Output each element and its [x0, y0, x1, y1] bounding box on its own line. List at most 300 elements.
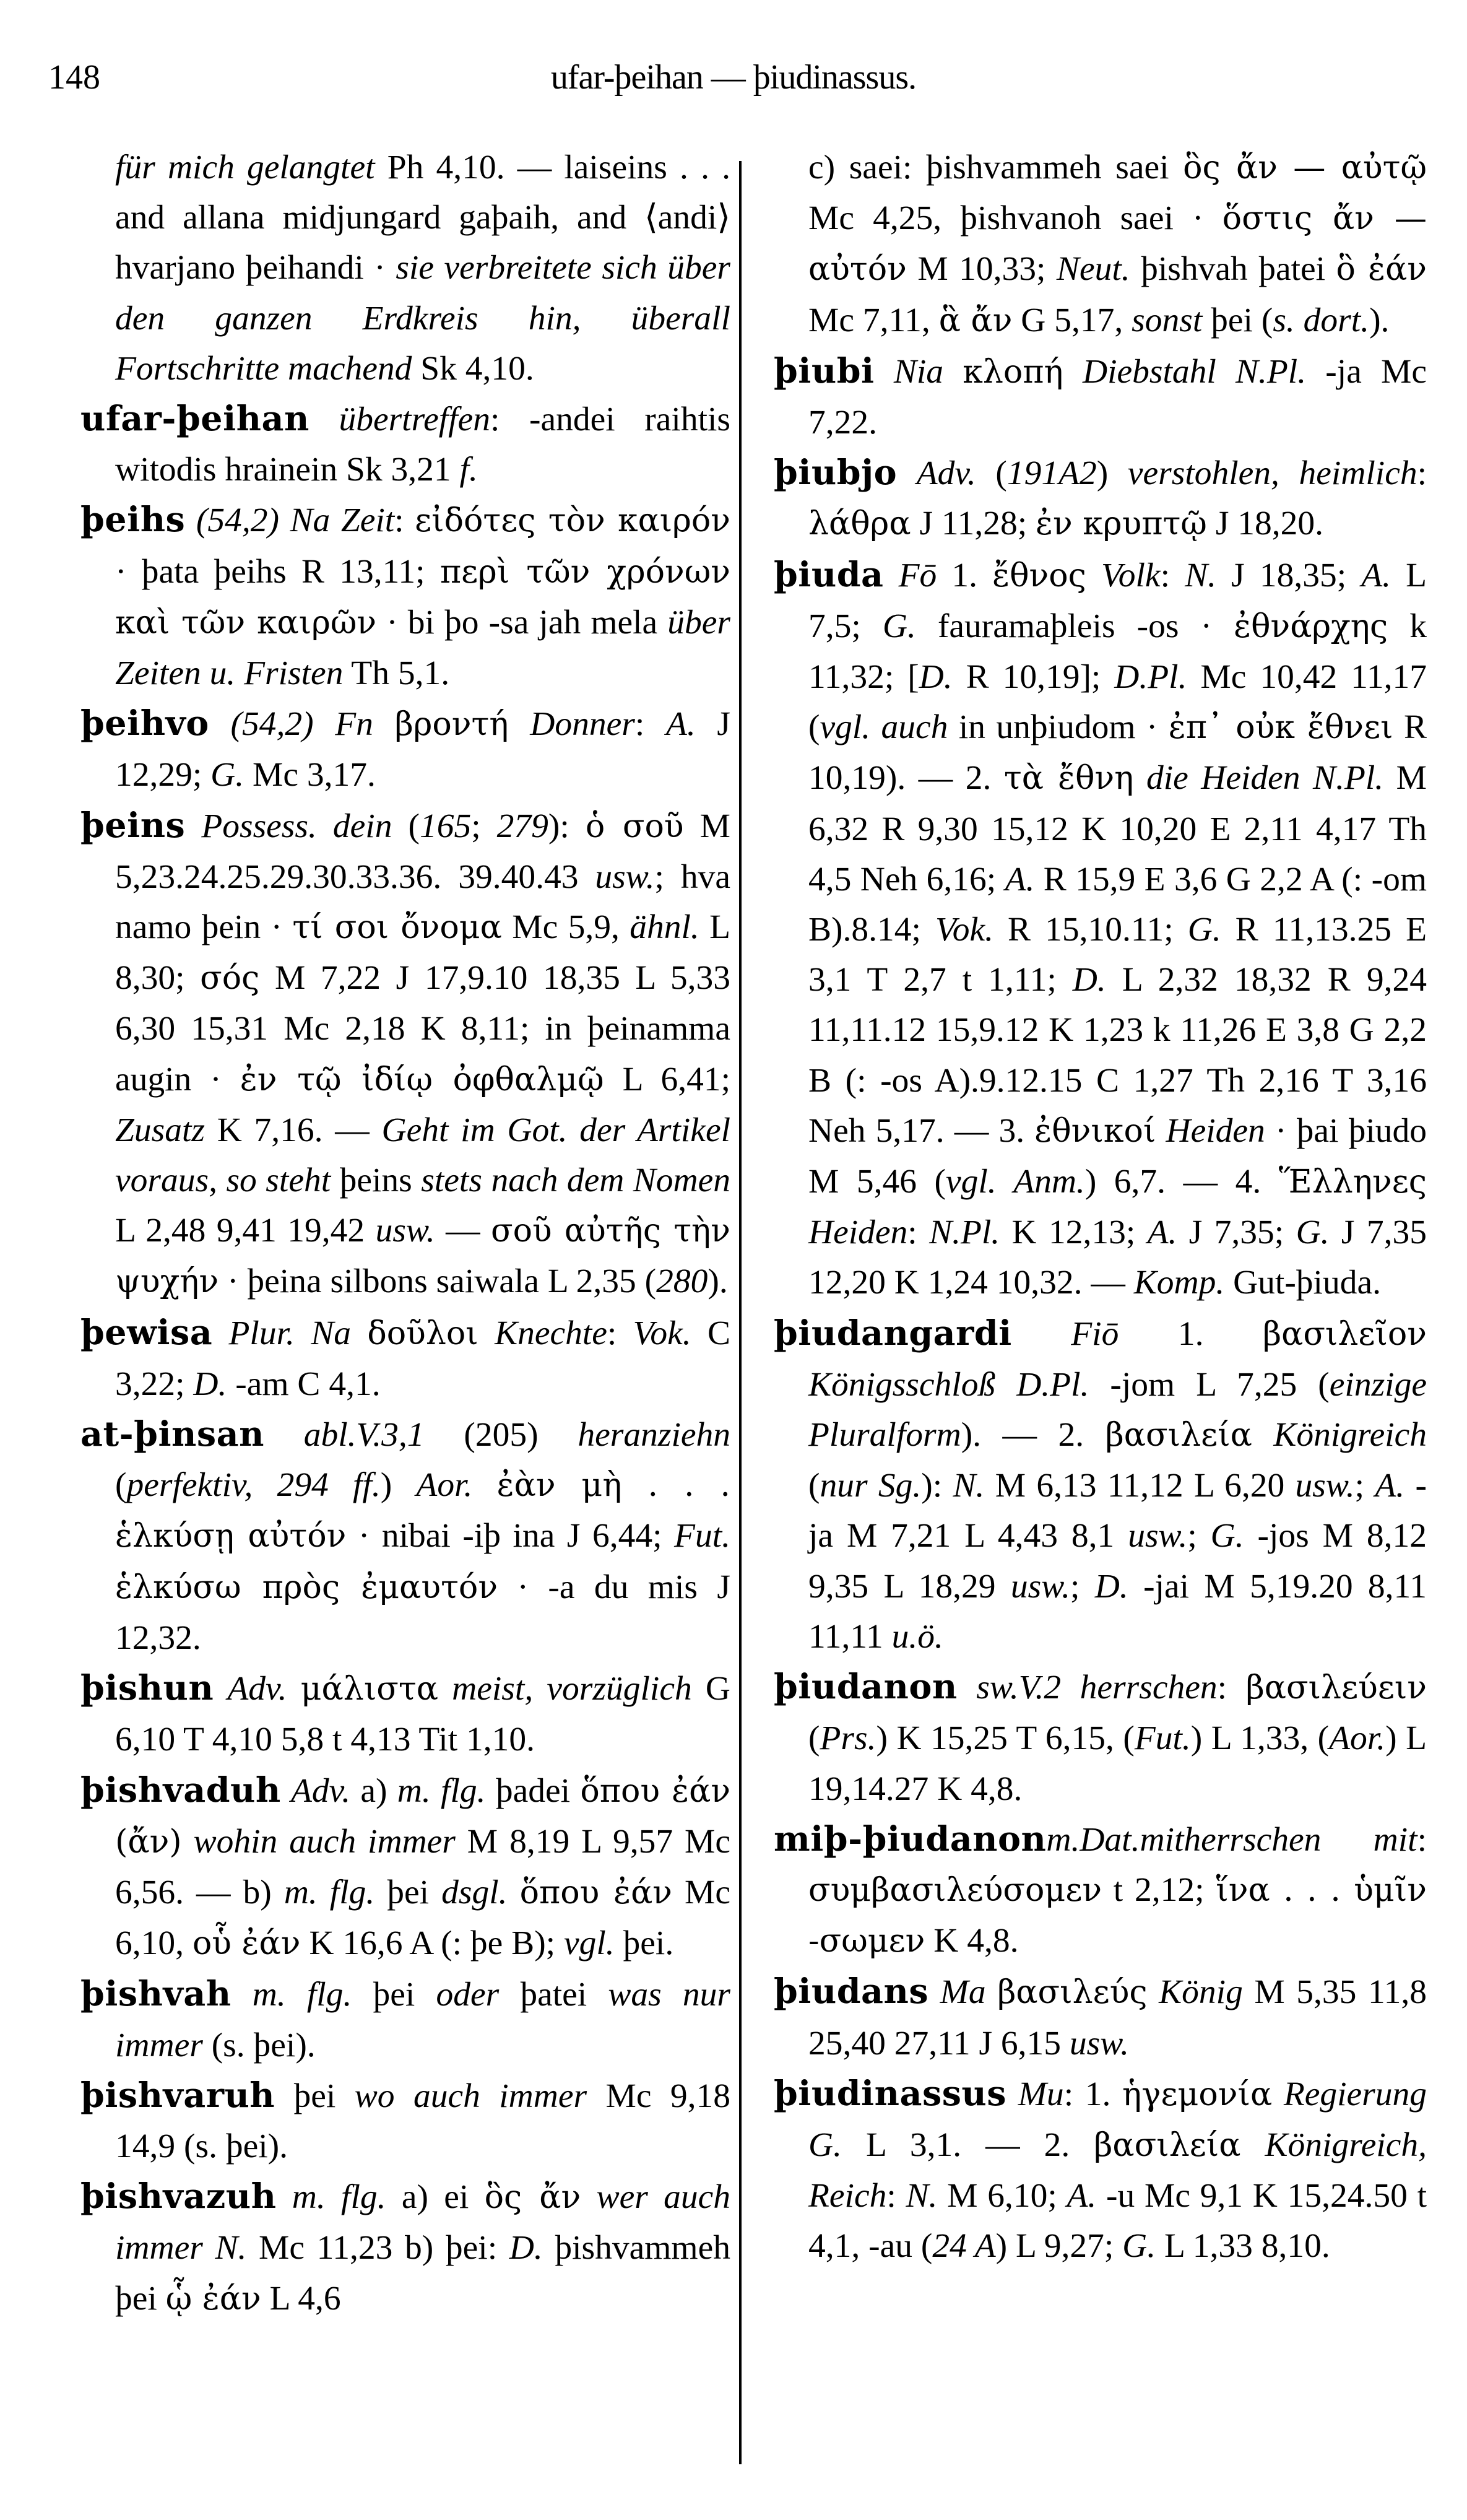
italic-gloss: N. — [953, 1467, 985, 1505]
italic-gloss: Fut. — [674, 1517, 730, 1555]
roman-text — [232, 1976, 253, 2014]
roman-text: þatei — [499, 1976, 608, 2014]
italic-gloss: Donner — [530, 705, 635, 744]
roman-text: k 11,32; [ — [808, 607, 1427, 697]
roman-text: : — [607, 1314, 633, 1352]
roman-text — [1252, 1416, 1274, 1454]
dictionary-entry — [774, 346, 1427, 448]
roman-text — [897, 454, 917, 492]
roman-text: L 2,48 9,41 19,42 — [115, 1212, 376, 1250]
italic-gloss: 280 — [656, 1262, 708, 1301]
italic-gloss: vgl. — [563, 1924, 615, 1963]
roman-text: M 8,19 L 9,57 Mc 6,56. — b) — [115, 1822, 730, 1911]
italic-gloss: sonst — [1132, 301, 1203, 339]
italic-gloss: A. — [1067, 2177, 1097, 2215]
italic-gloss: Diebstahl N.Pl. — [1083, 352, 1307, 391]
roman-text: þei — [374, 1873, 442, 1911]
entry-continuation — [774, 142, 1427, 346]
roman-text — [1148, 1973, 1159, 2011]
roman-text — [1006, 2075, 1018, 2113]
roman-text: -u Mc 9,1 K 15,24.50 t 4,1, -au ( — [808, 2177, 1427, 2266]
italic-gloss: Plur. Na — [228, 1314, 351, 1352]
roman-text: -jom L 7,25 ( — [1089, 1365, 1330, 1404]
italic-gloss: verstohlen, heimlich — [1127, 454, 1417, 493]
right-column — [774, 142, 1427, 2272]
greek-text: κλοπή — [963, 353, 1063, 391]
roman-text: L 3,1. — 2. — [841, 2126, 1094, 2164]
italic-gloss: Königsschloß D.Pl. — [808, 1365, 1089, 1404]
italic-gloss: Regierung G. — [808, 2075, 1427, 2164]
roman-text: Mc 3,17. — [244, 756, 376, 794]
roman-text — [928, 1973, 940, 2011]
italic-gloss: Fiō — [1071, 1314, 1119, 1353]
roman-text — [185, 807, 201, 845]
dictionary-entry — [774, 1966, 1427, 2068]
roman-text — [209, 705, 231, 743]
italic-gloss: G. — [1296, 1214, 1330, 1252]
roman-text: Mc 6,10, — [115, 1873, 731, 1963]
italic-gloss: Komp. — [1133, 1264, 1225, 1302]
greek-text: ὅπου ἐάν — [519, 1874, 672, 1911]
roman-text: M 6,32 R 9,30 15,12 K 10,20 E 2,11 4,17 Th 4,5 Neh 6,16; — [808, 759, 1427, 898]
roman-text — [1086, 557, 1101, 594]
greek-text: ὃς ἄν — [484, 2179, 581, 2217]
roman-text — [1063, 353, 1083, 391]
headword: þeihs — [80, 500, 186, 541]
italic-gloss: usw. — [1128, 1517, 1188, 1555]
roman-text — [281, 1772, 291, 1810]
greek-text: ὁ σοῦ — [585, 807, 684, 845]
roman-text: K 16,6 A (: þe B); — [300, 1924, 564, 1963]
italic-gloss: für mich gelangtet — [115, 149, 375, 186]
roman-text: R 15,9 E 3,6 G 2,2 A (: -om B).8.14; — [808, 860, 1427, 949]
greek-text: συμβασιλεύσομεν — [808, 1871, 1102, 1909]
roman-text: ) K 15,25 T 6,15, ( — [876, 1719, 1135, 1758]
italic-gloss: Neut. — [1056, 250, 1130, 289]
greek-text: ἐθνάρχης — [1234, 607, 1388, 645]
italic-gloss: A. — [1361, 556, 1391, 594]
roman-text: : — [634, 705, 666, 744]
roman-text: L 2,32 18,32 R 9,24 11,11.12 15,9.12 K 1,23 k 11,26 E 3,8 G 2,2 B (: -os A).9.12.15 C 1,27 Th 2,16 T 3,16 Neh 5,17. — 3. — [808, 961, 1427, 1150]
italic-gloss: Knechte — [495, 1314, 607, 1352]
roman-text — [509, 705, 530, 743]
italic-gloss: A. — [1005, 860, 1035, 898]
italic-gloss: m.Dat.mitherrschen mit — [1046, 1820, 1417, 1859]
roman-text: M 10,33; — [906, 250, 1057, 289]
italic-gloss: 165 — [419, 807, 472, 845]
roman-text — [1012, 1315, 1071, 1353]
italic-gloss: Fō — [898, 556, 937, 594]
roman-text: a) ei — [386, 2178, 485, 2217]
italic-gloss: Heiden — [1166, 1111, 1265, 1150]
roman-text: Sk 4,10. — [412, 349, 534, 388]
roman-text: : — [394, 502, 415, 540]
headword: þiuda — [774, 554, 884, 595]
greek-text: ᾧ ἐάν — [165, 2280, 261, 2318]
roman-text: þishvah þatei — [1130, 250, 1336, 289]
roman-text: : — [1417, 1820, 1427, 1859]
italic-gloss: abl.V.3,1 — [303, 1416, 425, 1454]
greek-text: ὃ ἐάν — [1336, 251, 1427, 289]
italic-gloss: N. — [1185, 556, 1216, 594]
roman-text: þeins — [331, 1162, 422, 1200]
roman-text: R 11,13.25 E 3,1 T 2,7 t 1,11; — [808, 911, 1427, 999]
greek-text: ἔθνος — [992, 557, 1086, 594]
italic-gloss: vgl. auch — [820, 708, 948, 747]
dictionary-entry — [774, 448, 1427, 549]
roman-text: L 7,5; — [808, 556, 1427, 645]
roman-text: ): — [921, 1467, 953, 1505]
roman-text: 1. — [937, 556, 993, 594]
roman-text: · -a du mis J 12,32. — [115, 1568, 730, 1657]
roman-text — [212, 1314, 228, 1352]
roman-text — [508, 1874, 520, 1911]
dictionary-entry — [80, 1409, 730, 1663]
italic-gloss: einzige Pluralform — [808, 1365, 1427, 1454]
italic-gloss: s. dort. — [1273, 301, 1370, 339]
page-header — [43, 43, 1424, 111]
roman-text: ( — [976, 454, 1007, 493]
italic-gloss: 24 A — [932, 2227, 996, 2266]
roman-text: K 4,8. — [925, 1922, 1019, 1960]
roman-text: G 5,17, — [1012, 301, 1132, 339]
roman-text: J 11,28; — [911, 505, 1036, 543]
roman-text — [1156, 1112, 1166, 1150]
roman-text: ) 6,7. — 4. — [1084, 1163, 1279, 1201]
italic-gloss: 279 — [496, 807, 548, 845]
roman-text: · þai þiudo M 5,46 ( — [808, 1111, 1427, 1201]
roman-text: c) saei: þishvammeh saei — [808, 149, 1184, 186]
italic-gloss: perfektiv, 294 ff. — [126, 1466, 381, 1505]
roman-text: M 7,22 J 17,9.10 18,35 L 5,33 6,30 15,31 Mc 2,18 K 8,11; in þeinamma augin · — [115, 959, 730, 1098]
roman-text — [351, 1314, 367, 1352]
roman-text: -jai M 5,19.20 8,11 11,11 — [808, 1567, 1427, 1656]
headword: þiudinassus — [774, 2073, 1007, 2114]
roman-text: Mc 5,9, — [501, 908, 630, 947]
roman-text: ; — [471, 807, 497, 845]
italic-gloss: A. — [1147, 1214, 1177, 1252]
italic-gloss: Volk — [1101, 556, 1161, 594]
roman-text — [276, 2178, 292, 2216]
roman-text: ( — [115, 1466, 127, 1505]
roman-text: J 12,29; — [115, 705, 731, 794]
roman-text: R 10,19]; — [952, 658, 1115, 697]
roman-text: Mc 9,18 14,9 (s. þei). — [115, 2077, 731, 2165]
roman-text: ) — [1096, 454, 1128, 493]
roman-text: J 18,20. — [1206, 505, 1324, 543]
roman-text: ( — [808, 1467, 820, 1505]
roman-text: M 6,13 11,12 L 6,20 — [984, 1467, 1296, 1505]
italic-gloss: sw.V.2 herrschen — [976, 1669, 1218, 1707]
roman-text — [214, 1670, 227, 1708]
italic-gloss: Fut. — [1134, 1719, 1191, 1758]
italic-gloss: D. — [509, 2229, 543, 2267]
dictionary-entry — [80, 801, 730, 1308]
italic-gloss: wo auch immer — [354, 2077, 587, 2115]
roman-text: K 12,13; — [1000, 1214, 1148, 1252]
greek-text: ὅπου ἐάν (ἄν) — [115, 1772, 731, 1861]
entry-continuation — [80, 142, 730, 394]
italic-gloss: Königreich, Reich — [808, 2126, 1427, 2215]
greek-text: ἐθνικοί — [1034, 1112, 1156, 1150]
roman-text: ). — [1369, 301, 1390, 339]
roman-text — [943, 353, 963, 391]
greek-text: σός — [200, 960, 260, 997]
italic-gloss: Possess. dein — [201, 807, 392, 845]
roman-text: ( — [808, 1719, 820, 1758]
dictionary-entry — [80, 698, 730, 800]
roman-text: Mc 10,42 11,17 ( — [808, 658, 1427, 747]
roman-text: — — [435, 1212, 491, 1250]
headword: þiudans — [774, 1971, 929, 2012]
italic-gloss: D.Pl. — [1114, 658, 1187, 697]
italic-gloss: Vok. — [633, 1314, 691, 1352]
italic-gloss: u.ö. — [891, 1617, 943, 1656]
roman-text — [264, 1416, 304, 1454]
roman-text: : — [1217, 1669, 1246, 1707]
greek-text: βασιλεῖον — [1262, 1315, 1427, 1353]
roman-text: -jos M 8,12 9,35 L 18,29 — [808, 1517, 1427, 1605]
roman-text: þei — [352, 1976, 436, 2014]
headword: þeihvo — [80, 703, 209, 744]
roman-text: · bi þo -sa jah mela — [376, 603, 668, 641]
roman-text: Th 5,1. — [343, 654, 450, 693]
greek-text: ἃ ἄν — [938, 302, 1013, 339]
headword: miþ-þiudanon — [774, 1818, 1047, 1859]
headword: þishun — [80, 1668, 214, 1709]
italic-gloss: Ma — [940, 1973, 986, 2012]
italic-gloss: D. — [919, 658, 953, 697]
roman-text: R 15,10.11; — [993, 911, 1188, 949]
roman-text: J 18,35; — [1216, 556, 1362, 594]
roman-text: M 6,10; — [937, 2177, 1067, 2215]
roman-text: Mc 7,11, — [808, 301, 939, 339]
greek-text: σοῦ αὐτῆς τὴν ψυχήν — [115, 1212, 731, 1301]
italic-gloss: Adv. — [916, 454, 976, 493]
left-column — [80, 142, 730, 2324]
roman-text: ) L 19,14.27 K 4,8. — [808, 1719, 1427, 1808]
roman-text — [472, 1466, 496, 1504]
italic-gloss: usw. — [1069, 2024, 1130, 2062]
roman-text: a) — [350, 1771, 397, 1810]
dictionary-entry — [80, 2070, 730, 2171]
dictionary-entry — [774, 550, 1427, 1308]
greek-text: Ἕλληνες — [1278, 1163, 1427, 1201]
roman-text: t 2,12; — [1102, 1870, 1216, 1909]
roman-text: M 5,23.24.25.29.30.33.36. 39.40.43 — [115, 807, 731, 896]
roman-text: L 6,41; — [604, 1060, 730, 1098]
roman-text: ; — [1354, 1467, 1375, 1505]
roman-text — [1133, 759, 1146, 797]
greek-text: ἐὰν μὴ . . . ἑλκύσῃ αὐτόν — [115, 1467, 730, 1555]
roman-text — [1240, 2126, 1265, 2164]
dictionary-entry — [80, 495, 730, 698]
roman-text: ) L 1,33, ( — [1190, 1719, 1330, 1758]
italic-gloss: A. — [1375, 1467, 1405, 1505]
italic-gloss: Mu — [1018, 2075, 1064, 2113]
roman-text: fauramaþleis -os · — [915, 607, 1234, 645]
roman-text: -ja Mc 7,22. — [808, 352, 1427, 442]
italic-gloss: usw. — [375, 1212, 435, 1250]
italic-gloss: D. — [193, 1365, 227, 1403]
dictionary-entry — [774, 1662, 1427, 1814]
italic-gloss: was nur immer — [115, 1976, 731, 2064]
roman-text: (205) — [424, 1416, 578, 1454]
roman-text: ). — 2. — [961, 1416, 1106, 1454]
headword: þiudangardi — [774, 1313, 1012, 1353]
italic-gloss: usw. — [1010, 1567, 1071, 1605]
italic-gloss: dsgl. — [441, 1873, 508, 1911]
roman-text: þadei — [485, 1771, 581, 1810]
roman-text: ; hva namo þein · — [115, 858, 730, 947]
italic-gloss: G. — [882, 607, 916, 645]
greek-text: περὶ τῶν χρόνων καὶ τῶν καιρῶν — [115, 553, 730, 641]
greek-text: βασιλεύς — [997, 1974, 1148, 2012]
roman-text: : — [1160, 556, 1185, 594]
greek-text: τί σοι ὄνομα — [292, 909, 502, 947]
italic-gloss: m. flg. — [283, 1873, 375, 1911]
dictionary-entry — [80, 1663, 730, 1765]
italic-gloss: stets nach dem Nomen — [421, 1162, 731, 1200]
italic-gloss: König — [1159, 1973, 1243, 2012]
roman-text — [182, 1823, 194, 1861]
roman-text — [884, 557, 899, 594]
italic-gloss: m. flg. — [252, 1976, 352, 2014]
dictionary-entry — [774, 1814, 1427, 1967]
italic-gloss: (54,2) Na Zeit — [196, 502, 395, 540]
italic-gloss: m. flg. — [292, 2178, 386, 2217]
italic-gloss: G. — [1122, 2227, 1156, 2266]
roman-text — [1272, 2075, 1284, 2113]
italic-gloss: A. — [665, 705, 696, 744]
italic-gloss: Nia — [893, 352, 944, 391]
italic-gloss: Aor. — [1329, 1719, 1386, 1758]
italic-gloss: D. — [1094, 1567, 1128, 1605]
headword: þishvaruh — [80, 2075, 275, 2116]
italic-gloss: Zusatz — [115, 1111, 205, 1149]
roman-text: þishvammeh þei — [115, 2229, 730, 2318]
greek-text: ἵνα . . . ὑμῖν -σωμεν — [808, 1871, 1427, 1960]
italic-gloss: oder — [436, 1976, 500, 2014]
italic-gloss: meist, vorzüglich — [452, 1670, 692, 1708]
roman-text: Mc 11,23 b) þei: — [246, 2229, 509, 2267]
greek-text: ἐν τῷ ἰδίῳ ὀφθαλμῷ — [240, 1061, 604, 1098]
headword: þewisa — [80, 1312, 213, 1353]
italic-gloss: heranziehn — [578, 1416, 731, 1454]
italic-gloss: G. — [1187, 911, 1221, 949]
roman-text: in unþiudom · — [948, 708, 1169, 747]
italic-gloss: usw. — [595, 858, 655, 896]
roman-text: 1. — [1119, 1314, 1263, 1353]
dictionary-entry — [80, 394, 730, 495]
roman-text: L 1,33 8,10. — [1156, 2227, 1330, 2266]
roman-text: : — [1417, 454, 1427, 493]
greek-text: ἐπ᾽ οὐκ ἔθνει — [1168, 709, 1393, 747]
italic-gloss: Geht im Got. der Artikel voraus, so steht — [115, 1111, 730, 1200]
italic-gloss: Adv. — [291, 1771, 351, 1810]
italic-gloss: 191A2 — [1006, 454, 1097, 493]
italic-gloss: G. — [210, 756, 244, 794]
roman-text: M 5,35 11,8 25,40 27,11 J 6,15 — [808, 1973, 1427, 2062]
roman-text: Ph 4,10. — laiseins . . . and allana midjungard gaþaih, and ⟨andi⟩ hvarjano þeihandi · — [115, 149, 731, 287]
headword: þiubi — [774, 350, 875, 391]
roman-text: : 1. — [1063, 2075, 1123, 2113]
greek-text: οὗ ἐάν — [192, 1925, 301, 1963]
greek-text: δοῦλοι — [367, 1314, 478, 1352]
italic-gloss: übertreffen — [339, 401, 490, 439]
dictionary-entry — [80, 1308, 730, 1409]
roman-text: ) L 9,27; — [995, 2227, 1123, 2266]
dictionary-entry — [80, 1765, 730, 1970]
italic-gloss: (54,2) Fn — [230, 705, 373, 744]
roman-text: L 8,30; — [115, 908, 731, 997]
greek-text: ἡγεμονία — [1122, 2075, 1273, 2113]
roman-text: J 7,35 12,20 K 1,24 10,32. — — [808, 1214, 1427, 1302]
roman-text: : -andei raihtis witodis hrainein Sk 3,21 — [115, 401, 731, 489]
italic-gloss: wer auch immer N. — [115, 2178, 731, 2267]
italic-gloss: f. — [459, 451, 478, 489]
roman-text: K 7,16. — — [204, 1111, 382, 1149]
italic-gloss: D. — [1072, 961, 1106, 999]
greek-text: βροντή — [394, 706, 509, 744]
italic-gloss: m. flg. — [397, 1771, 486, 1810]
roman-text — [373, 705, 395, 743]
italic-gloss: Adv. — [227, 1670, 287, 1708]
roman-text: L 4,6 — [261, 2279, 341, 2318]
roman-text: G 6,10 T 4,10 5,8 t 4,13 Tit 1,10. — [115, 1670, 730, 1759]
roman-text: þei. — [614, 1924, 674, 1963]
page-number: 148 — [48, 58, 100, 97]
italic-gloss: Heiden — [808, 1214, 908, 1252]
roman-text — [986, 1973, 998, 2011]
dictionary-entry — [774, 1308, 1427, 1662]
roman-text: R 10,19). — 2. — [808, 708, 1427, 797]
roman-text: ; — [1187, 1517, 1211, 1555]
roman-text: ) — [380, 1466, 417, 1505]
column-divider — [739, 161, 742, 2464]
greek-text: ὃς ἄν — αὐτῷ — [1183, 149, 1427, 186]
greek-text: μάλιστα — [300, 1671, 438, 1708]
roman-text: Gut-þiuda. — [1224, 1264, 1381, 1302]
italic-gloss: Aor. — [416, 1466, 473, 1505]
greek-text: τὰ ἔθνη — [1003, 760, 1134, 797]
headword: þishvah — [80, 1974, 232, 2015]
roman-text — [185, 502, 196, 539]
roman-text: ; — [1070, 1567, 1095, 1605]
greek-text: ἑλκύσω πρὸς ἐμαυτόν — [115, 1568, 498, 1606]
roman-text: · þata þeihs R 13,11; — [115, 552, 440, 591]
running-title: ufar-þeihan — þiudinassus. — [550, 58, 917, 97]
headword: þishvazuh — [80, 2176, 277, 2217]
roman-text — [438, 1670, 452, 1708]
roman-text — [287, 1670, 300, 1708]
headword: at-þinsan — [80, 1414, 264, 1455]
italic-gloss: ähnl. — [630, 908, 699, 947]
roman-text: J 7,35; — [1177, 1214, 1296, 1252]
roman-text: C 3,22; — [115, 1314, 731, 1403]
roman-text — [309, 401, 339, 438]
roman-text: ( — [392, 807, 420, 845]
roman-text: þei — [275, 2077, 355, 2115]
italic-gloss: Prs. — [820, 1719, 876, 1758]
headword: ufar-þeihan — [80, 399, 309, 440]
italic-gloss: wohin auch immer — [193, 1822, 456, 1861]
italic-gloss: die Heiden N.Pl. — [1146, 759, 1384, 797]
italic-gloss: usw. — [1295, 1467, 1355, 1505]
italic-gloss: nur Sg. — [820, 1467, 922, 1505]
italic-gloss: N.Pl. — [929, 1214, 1000, 1252]
greek-text: λάθρα — [808, 505, 911, 543]
